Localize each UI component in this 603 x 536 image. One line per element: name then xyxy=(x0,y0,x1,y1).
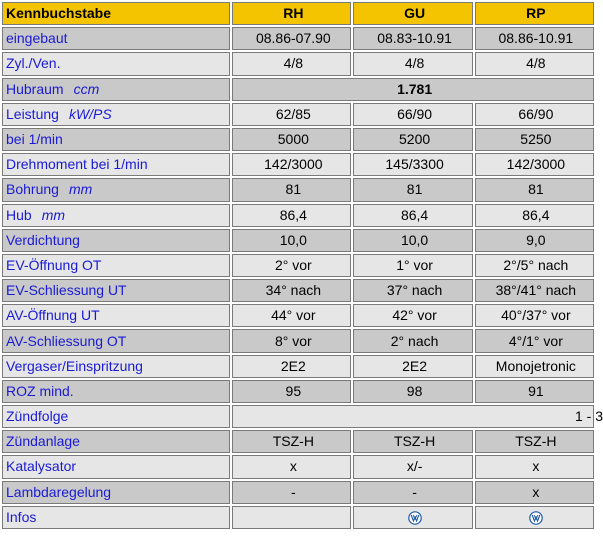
row-label xyxy=(2,481,230,504)
row-value: 5200 xyxy=(353,128,472,151)
firing-order-text: 1 - 3 xyxy=(574,408,603,425)
row-value: 66/90 xyxy=(475,103,594,126)
row-value: x xyxy=(232,455,351,478)
row-value: TSZ-H xyxy=(475,430,594,453)
info-cell[interactable] xyxy=(353,506,472,529)
row-label-text: Bohrung xyxy=(6,181,59,198)
row-label xyxy=(2,506,230,529)
table-row xyxy=(2,279,594,302)
row-value: 66/90 xyxy=(353,103,472,126)
row-label-text: Drehmoment bei 1/min xyxy=(6,156,148,173)
row-value: 145/3300 xyxy=(353,153,472,176)
row-label xyxy=(2,229,230,252)
table-row xyxy=(2,329,594,352)
row-label xyxy=(2,254,230,277)
row-label xyxy=(2,355,230,378)
row-value: 40°/37° vor xyxy=(475,304,594,327)
row-value: 10,0 xyxy=(232,229,351,252)
row-value: 91 xyxy=(475,380,594,403)
header-col-rp: RP xyxy=(475,2,594,25)
row-label xyxy=(2,430,230,453)
row-value: 2E2 xyxy=(353,355,472,378)
row-value: 8° vor xyxy=(232,329,351,352)
row-value: 81 xyxy=(475,178,594,201)
row-label-text: Lambdaregelung xyxy=(6,483,112,500)
row-label xyxy=(2,178,230,201)
row-value: TSZ-H xyxy=(353,430,472,453)
row-value: 2°/5° nach xyxy=(475,254,594,277)
row-unit: mm xyxy=(68,181,93,198)
vw-logo-icon[interactable] xyxy=(529,509,543,525)
row-value: 38°/41° nach xyxy=(475,279,594,302)
row-unit: kW/PS xyxy=(68,105,112,122)
row-value: 1° vor xyxy=(353,254,472,277)
row-value: x xyxy=(475,481,594,504)
row-value: 44° vor xyxy=(232,304,351,327)
row-value: 2E2 xyxy=(232,355,351,378)
table-row xyxy=(2,153,594,176)
row-value: 86,4 xyxy=(232,204,351,227)
row-value-wide: 1.781 xyxy=(232,78,594,101)
row-value: 142/3000 xyxy=(475,153,594,176)
table-row xyxy=(2,355,594,378)
row-label-text: bei 1/min xyxy=(6,131,63,148)
table-row xyxy=(2,178,594,201)
table-row xyxy=(2,27,594,50)
row-value: 62/85 xyxy=(232,103,351,126)
row-label-text: EV-Öffnung OT xyxy=(6,256,102,273)
table-row xyxy=(2,304,594,327)
row-value: - xyxy=(353,481,472,504)
row-value-firing-order xyxy=(232,405,603,428)
row-label-text: Katalysator xyxy=(6,458,77,475)
row-label-text: Infos xyxy=(6,508,37,525)
row-unit: ccm xyxy=(73,80,100,97)
row-value: 9,0 xyxy=(475,229,594,252)
row-value: 81 xyxy=(353,178,472,201)
row-value: x/- xyxy=(353,455,472,478)
table-row xyxy=(2,103,594,126)
table-row xyxy=(2,52,594,75)
row-label xyxy=(2,128,230,151)
row-label-text: Leistung xyxy=(6,105,59,122)
table-row xyxy=(2,128,594,151)
row-label xyxy=(2,153,230,176)
row-label xyxy=(2,455,230,478)
row-label xyxy=(2,27,230,50)
row-label-text: AV-Schliessung OT xyxy=(6,332,127,349)
row-label-text: Zyl./Ven. xyxy=(6,55,61,72)
table-row xyxy=(2,254,594,277)
row-label-text: EV-Schliessung UT xyxy=(6,282,127,299)
table-row xyxy=(2,405,594,428)
table-row xyxy=(2,430,594,453)
row-value: 4/8 xyxy=(353,52,472,75)
table-row xyxy=(2,380,594,403)
header-row xyxy=(2,2,594,25)
row-label-text: Hub xyxy=(6,206,32,223)
row-value: 34° nach xyxy=(232,279,351,302)
row-label-text: ROZ mind. xyxy=(6,382,74,399)
row-value: 95 xyxy=(232,380,351,403)
row-label xyxy=(2,304,230,327)
row-value: 142/3000 xyxy=(232,153,351,176)
row-label xyxy=(2,279,230,302)
row-value: x xyxy=(475,455,594,478)
row-label xyxy=(2,103,230,126)
table-row xyxy=(2,481,594,504)
row-value: 08.83-10.91 xyxy=(353,27,472,50)
vw-logo-icon[interactable] xyxy=(408,509,422,525)
row-value: Monojetronic xyxy=(475,355,594,378)
table-row xyxy=(2,204,594,227)
info-cell[interactable] xyxy=(475,506,594,529)
row-label xyxy=(2,380,230,403)
header-label: Kennbuchstabe xyxy=(2,2,230,25)
row-value: 5000 xyxy=(232,128,351,151)
table-row xyxy=(2,229,594,252)
row-value xyxy=(232,506,351,529)
row-unit: mm xyxy=(41,206,66,223)
row-label xyxy=(2,204,230,227)
row-value: 98 xyxy=(353,380,472,403)
row-value: TSZ-H xyxy=(232,430,351,453)
row-value: - xyxy=(232,481,351,504)
row-value: 4/8 xyxy=(232,52,351,75)
row-value: 08.86-07.90 xyxy=(232,27,351,50)
row-label xyxy=(2,52,230,75)
row-label-text: Vergaser/Einspritzung xyxy=(6,357,143,374)
row-value: 4°/1° vor xyxy=(475,329,594,352)
table-row xyxy=(2,506,594,529)
row-label-text: Zündanlage xyxy=(6,433,80,450)
row-value: 81 xyxy=(232,178,351,201)
header-col-gu: GU xyxy=(353,2,472,25)
row-label xyxy=(2,329,230,352)
row-label-text: eingebaut xyxy=(6,30,68,47)
row-value: 10,0 xyxy=(353,229,472,252)
row-value: 86,4 xyxy=(353,204,472,227)
spec-body xyxy=(2,27,603,529)
row-label-text: Hubraum xyxy=(6,80,64,97)
row-value: 86,4 xyxy=(475,204,594,227)
header-col-rh: RH xyxy=(232,2,351,25)
row-value: 5250 xyxy=(475,128,594,151)
table-row xyxy=(2,78,594,101)
row-value: 37° nach xyxy=(353,279,472,302)
row-label-text: Verdichtung xyxy=(6,231,80,248)
row-value: 2° vor xyxy=(232,254,351,277)
row-value: 4/8 xyxy=(475,52,594,75)
row-value: 08.86-10.91 xyxy=(475,27,594,50)
row-label-text: AV-Öffnung UT xyxy=(6,307,100,324)
row-label-text: Zündfolge xyxy=(6,408,69,425)
row-value: 42° vor xyxy=(353,304,472,327)
row-value: 2° nach xyxy=(353,329,472,352)
row-label xyxy=(2,78,230,101)
table-row xyxy=(2,455,594,478)
row-label xyxy=(2,405,230,428)
